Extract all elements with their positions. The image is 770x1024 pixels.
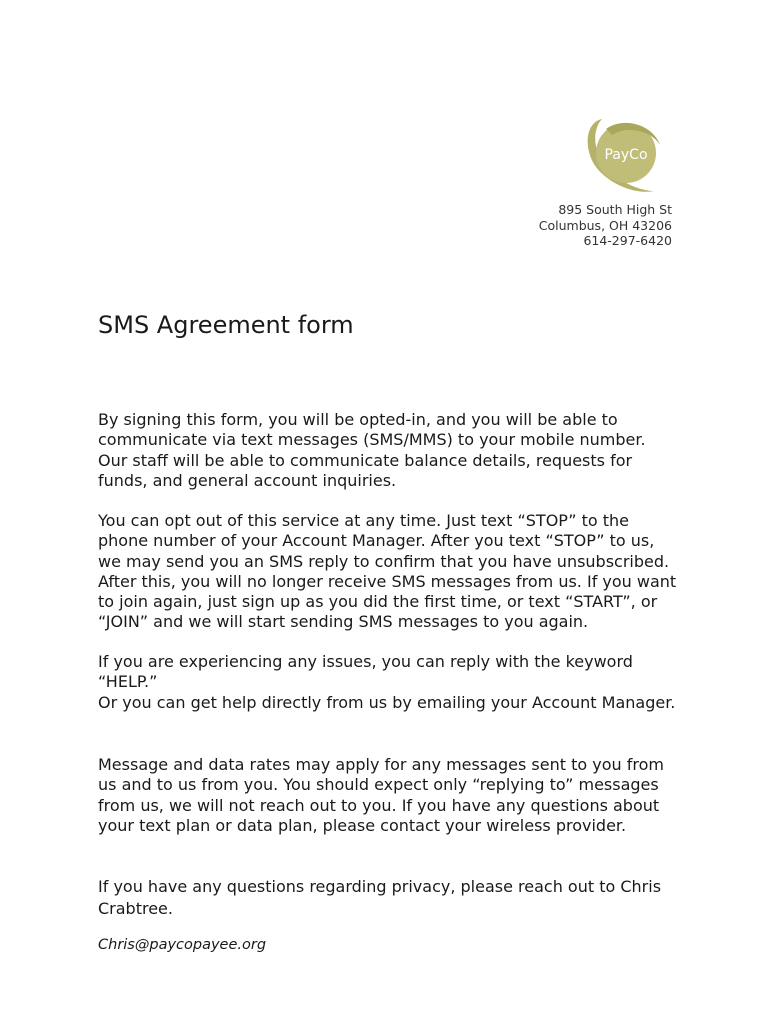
company-address (539, 202, 672, 249)
paragraph-opt-in: By signing this form, you will be opted-in, and you will be able to communicate via text messages (SMS/MMS) to your mobile number. Our staff will be able to communicate balance details, requests for funds, and general account inquiries. (98, 410, 646, 490)
address-street: 895 South High St (558, 202, 672, 217)
paragraph-help-email: Or you can get help directly from us by emailing your Account Manager. (98, 693, 676, 712)
payco-logo-icon (582, 115, 666, 195)
paragraph-opt-out: You can opt out of this service at any time. Just text “STOP” to the phone number of your Account Manager. After you text “STOP” to us, we may send you an SMS reply to confirm that you have unsubscribed. After this, you will no longer receive SMS messages from us. If you want to join again, just sign up as you did the first time, or text “START”, or “JOIN” and we will start sending SMS messages to you again. (98, 511, 677, 632)
contact-email: Chris@paycopayee.org (98, 937, 267, 953)
paragraph-help-keyword: If you are experiencing any issues, you can reply with the keyword “HELP.” (98, 652, 633, 692)
document-title: SMS Agreement form (98, 311, 354, 339)
payco-logo (582, 115, 666, 195)
paragraph-rates: Message and data rates may apply for any messages sent to you from us and to us from you. You should expect only “replying to” messages from us, we will not reach out to you. If you have any questions about your text plan or data plan, please contact your wireless provider. (98, 755, 664, 835)
logo-brand-text: PayCo (604, 147, 648, 163)
address-phone: 614-297-6420 (583, 233, 672, 248)
address-city: Columbus, OH 43206 (538, 217, 672, 233)
paragraph-privacy: If you have any questions regarding privacy, please reach out to Chris Crabtree. (98, 877, 662, 918)
